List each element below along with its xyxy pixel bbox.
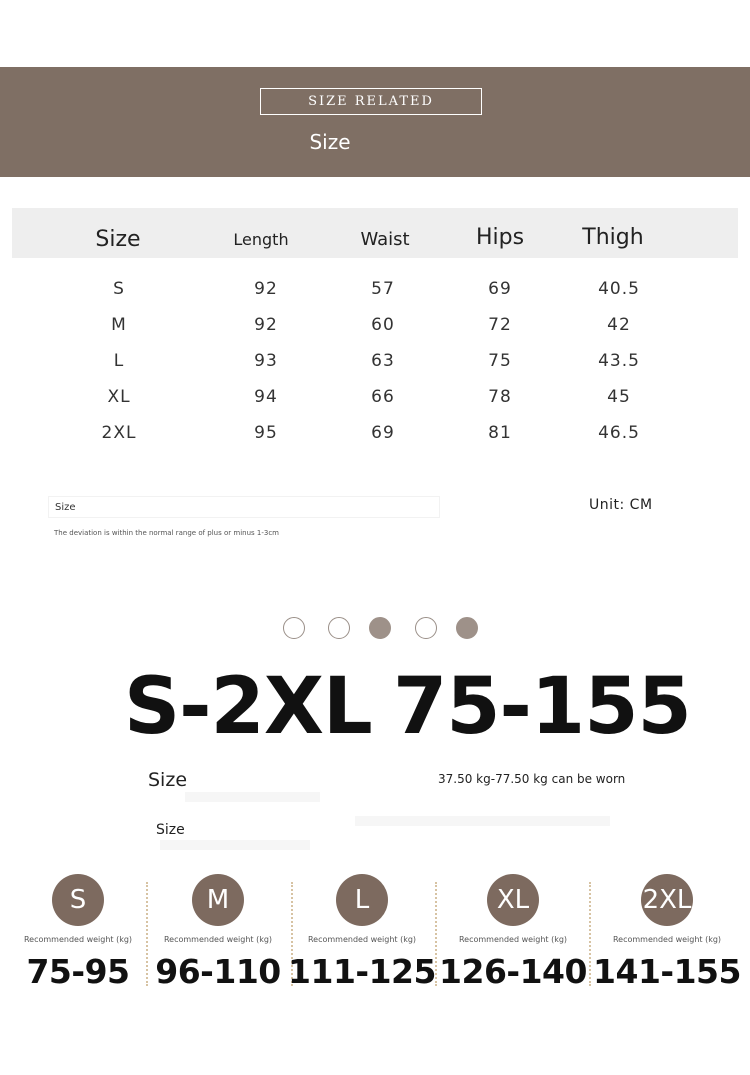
- header-waist: Waist: [360, 229, 410, 250]
- cell-hips: 78: [488, 387, 512, 407]
- weight-range-headline: 75-155: [393, 662, 691, 752]
- size-badge: L: [336, 874, 388, 926]
- header-hips: Hips: [475, 225, 525, 250]
- cell-thigh: 45: [607, 387, 631, 407]
- size-badge: M: [192, 874, 244, 926]
- size-label-secondary: Size: [156, 822, 185, 838]
- table-row: [12, 348, 738, 378]
- cell-waist: 69: [371, 423, 395, 443]
- faint-line: [160, 840, 310, 850]
- dot-indicator: [328, 617, 350, 639]
- table-row: [12, 384, 738, 414]
- cell-hips: 72: [488, 315, 512, 335]
- cell-thigh: 40.5: [598, 279, 640, 299]
- recommendation-s: [3, 872, 153, 992]
- table-row: [12, 312, 738, 342]
- cell-length: 94: [254, 387, 278, 407]
- size-badge: 2XL: [641, 874, 693, 926]
- cell-hips: 75: [488, 351, 512, 371]
- weight-value: 126-140: [439, 952, 587, 991]
- cell-waist: 57: [371, 279, 395, 299]
- size-banner: [0, 67, 750, 177]
- note-label: Size: [55, 502, 76, 513]
- recommendation-2xl: [592, 872, 742, 992]
- header-size: Size: [95, 227, 141, 252]
- cell-hips: 81: [488, 423, 512, 443]
- recommendation-caption: Recommended weight (kg): [458, 935, 568, 944]
- cell-size: 2XL: [101, 423, 137, 443]
- size-range-headline: S-2XL: [124, 662, 372, 752]
- weight-value: 141-155: [593, 952, 741, 991]
- recommendation-caption: Recommended weight (kg): [612, 935, 722, 944]
- banner-title: SIZE RELATED: [260, 88, 482, 115]
- recommendation-caption: Recommended weight (kg): [163, 935, 273, 944]
- size-badge: XL: [487, 874, 539, 926]
- cell-length: 92: [254, 315, 278, 335]
- header-thigh: Thigh: [582, 225, 644, 250]
- weight-range-text: 37.50 kg-77.50 kg can be worn: [438, 772, 626, 786]
- weight-value: 96-110: [155, 952, 281, 991]
- cell-length: 92: [254, 279, 278, 299]
- weight-value: 111-125: [288, 952, 436, 991]
- recommendation-l: [287, 872, 437, 992]
- deviation-note: The deviation is within the normal range of plus or minus 1-3cm: [54, 529, 279, 537]
- faint-line: [185, 792, 320, 802]
- cell-waist: 63: [371, 351, 395, 371]
- banner-subtitle: Size: [309, 130, 351, 154]
- cell-thigh: 42: [607, 315, 631, 335]
- cell-waist: 60: [371, 315, 395, 335]
- dot-indicator: [415, 617, 437, 639]
- faint-line: [355, 816, 610, 826]
- cell-thigh: 43.5: [598, 351, 640, 371]
- dot-indicator: [283, 617, 305, 639]
- dot-indicator: [369, 617, 391, 639]
- recommendation-caption: Recommended weight (kg): [307, 935, 417, 944]
- note-box: [48, 496, 440, 518]
- weight-value: 75-95: [26, 952, 130, 991]
- table-row: [12, 276, 738, 306]
- column-divider: [589, 882, 591, 986]
- column-divider: [435, 882, 437, 986]
- unit-label: Unit: CM: [589, 497, 653, 513]
- cell-size: XL: [107, 387, 131, 407]
- cell-hips: 69: [488, 279, 512, 299]
- cell-size: L: [113, 351, 125, 371]
- recommendation-caption: Recommended weight (kg): [23, 935, 133, 944]
- table-row: [12, 420, 738, 450]
- size-label: Size: [148, 769, 188, 791]
- size-table-header: [12, 208, 738, 258]
- cell-size: M: [111, 315, 127, 335]
- cell-thigh: 46.5: [598, 423, 640, 443]
- recommendation-xl: [438, 872, 588, 992]
- dot-indicator: [456, 617, 478, 639]
- cell-length: 93: [254, 351, 278, 371]
- recommendation-m: [143, 872, 293, 992]
- size-badge: S: [52, 874, 104, 926]
- color-dots: [0, 617, 750, 641]
- header-length: Length: [233, 230, 289, 249]
- cell-size: S: [113, 279, 125, 299]
- cell-waist: 66: [371, 387, 395, 407]
- cell-length: 95: [254, 423, 278, 443]
